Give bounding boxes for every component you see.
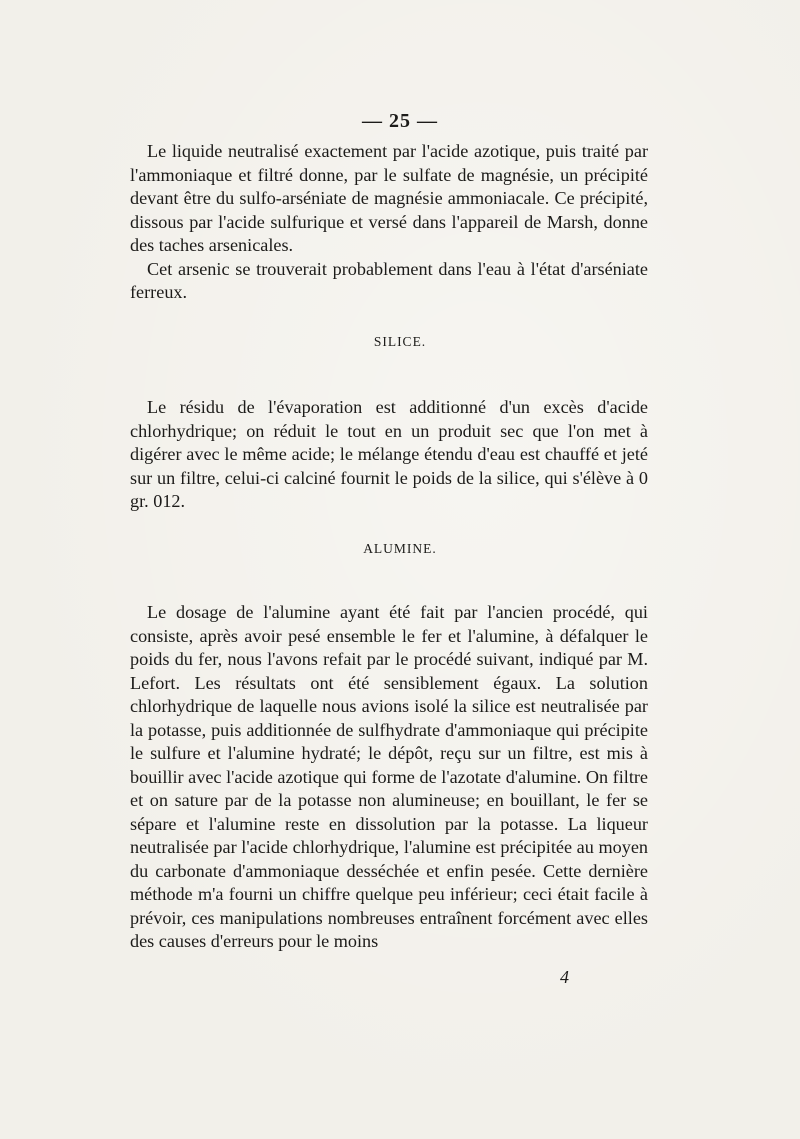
intro-section [130,140,648,305]
silice-paragraph: Le résidu de l'évaporation est additionné d'un excès d'acide chlorhydrique; on réduit le tout en un produit sec que l'on met à digérer avec le même acide; le mélange étendu d'eau est chauffé et jeté sur un filtre, celui-ci calciné fournit le poids de la silice, qui s'élève à 0 gr. 012. [130,397,648,511]
page-number: — 25 — [362,110,438,132]
sheet-signature-mark: 4 [560,967,569,987]
silice-section [130,396,648,514]
intro-paragraph-2: Cet arsenic se trouverait probablement dans l'eau à l'état d'arséniate ferreux. [130,258,648,302]
intro-paragraph-1: Le liquide neutralisé exactement par l'acide azotique, puis traité par l'ammoniaque et filtré donne, par le sulfate de magnésie, un précipité devant être du sulfo-arséniate de magnésie ammoniacale. Ce précipité, dissous par l'acide sulfurique et versé dans l'appareil de Marsh, donne des taches arsenicales. [130,141,648,255]
silice-heading: SILICE. [373,334,427,349]
alumine-heading: ALUMINE. [363,541,437,556]
alumine-section [130,601,648,954]
alumine-paragraph: Le dosage de l'alumine ayant été fait par l'ancien procédé, qui consiste, après avoir pesé ensemble le fer et l'alumine, à défalquer le poids du fer, nous l'avons refait par le procédé suivant, indiqué par M. Lefort. Les résultats ont été sensiblement égaux. La solution chlorhydrique de laquelle nous avions isolé la silice est neutralisée par la potasse, puis additionnée de sulfhydrate d'ammoniaque qui précipite le sulfure et l'alumine hydraté; le dépôt, reçu sur un filtre, est mis à bouillir avec l'acide azotique qui forme de l'azotate d'alumine. On filtre et on sature par de la potasse non alumineuse; en bouillant, le fer se sépare et l'alumine reste en dissolution par la potasse. La liqueur neutralisée par l'acide chlorhydrique, l'alumine est précipitée au moyen du carbonate d'ammoniaque desséchée et enfin pesée. Cette dernière méthode m'a fourni un chiffre quelque peu inférieur; ceci était facile à prévoir, ces manipulations nombreuses entraînent forcément avec elles des causes d'erreurs pour le moins [130,602,648,951]
